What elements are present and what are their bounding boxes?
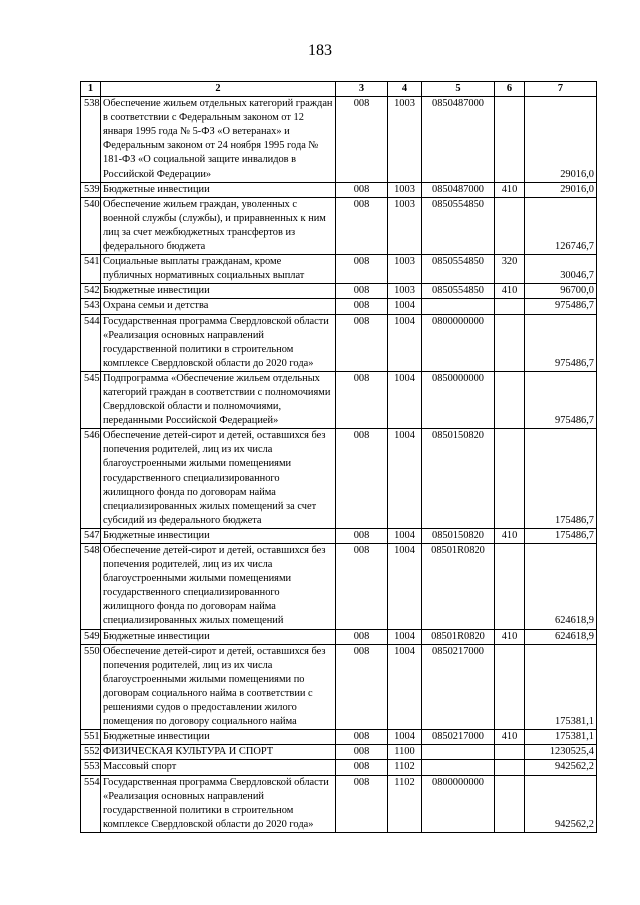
table-row: [81, 182, 597, 197]
row-number-cell: 544: [81, 314, 101, 371]
row-name-cell: Массовый спорт: [101, 760, 336, 775]
target-article-cell: [422, 760, 495, 775]
row-name-cell: Подпрограмма «Обеспечение жильем отдельных категорий граждан в соответствии с полномочиями Свердловской области и полномочиями, переданными Российской Федерацией»: [101, 371, 336, 428]
row-name-cell: Обеспечение жильем граждан, уволенных с военной службы (службы), и приравненных к ним лиц за счет межбюджетных трансфертов из федерального бюджета: [101, 197, 336, 254]
amount-cell: 1230525,4: [525, 745, 597, 760]
section-code-cell: 1004: [388, 544, 422, 630]
department-code-cell: 008: [336, 745, 388, 760]
table-row: [81, 644, 597, 730]
row-name-cell: Государственная программа Свердловской области «Реализация основных направлений государственной политики в строительном комплексе Свердловской области до 2020 года»: [101, 314, 336, 371]
row-number-cell: 546: [81, 429, 101, 529]
amount-cell: 975486,7: [525, 371, 597, 428]
section-code-cell: 1004: [388, 371, 422, 428]
row-number-cell: 548: [81, 544, 101, 630]
department-code-cell: 008: [336, 629, 388, 644]
row-number-cell: 545: [81, 371, 101, 428]
table-row: [81, 284, 597, 299]
table-row: [81, 760, 597, 775]
target-article-cell: 0850150820: [422, 429, 495, 529]
row-name-cell: Обеспечение детей-сирот и детей, оставшихся без попечения родителей, лиц из их числа благоустроенными жилыми помещениями государственного специализированного жилищного фонда по договорам найма специализированных жилых помещений: [101, 544, 336, 630]
row-name-cell: Бюджетные инвестиции: [101, 182, 336, 197]
target-article-cell: 0850217000: [422, 644, 495, 730]
expense-type-cell: [495, 644, 525, 730]
table-row: [81, 629, 597, 644]
section-code-cell: 1004: [388, 429, 422, 529]
department-code-cell: 008: [336, 775, 388, 832]
row-number-cell: 551: [81, 730, 101, 745]
target-article-cell: 0850554850: [422, 197, 495, 254]
row-number-cell: 538: [81, 97, 101, 183]
department-code-cell: 008: [336, 314, 388, 371]
department-code-cell: 008: [336, 544, 388, 630]
amount-cell: 624618,9: [525, 629, 597, 644]
table-row: [81, 775, 597, 832]
section-code-cell: 1003: [388, 255, 422, 284]
row-number-cell: 542: [81, 284, 101, 299]
column-header: 6: [495, 82, 525, 97]
section-code-cell: 1003: [388, 284, 422, 299]
column-header: 5: [422, 82, 495, 97]
amount-cell: 175381,1: [525, 644, 597, 730]
row-number-cell: 554: [81, 775, 101, 832]
amount-cell: 975486,7: [525, 314, 597, 371]
row-name-cell: Бюджетные инвестиции: [101, 528, 336, 543]
expense-type-cell: 410: [495, 528, 525, 543]
department-code-cell: 008: [336, 255, 388, 284]
table-row: [81, 97, 597, 183]
department-code-cell: 008: [336, 730, 388, 745]
amount-cell: 175486,7: [525, 528, 597, 543]
row-name-cell: Бюджетные инвестиции: [101, 730, 336, 745]
target-article-cell: 0850217000: [422, 730, 495, 745]
column-header: 1: [81, 82, 101, 97]
row-name-cell: Социальные выплаты гражданам, кроме публичных нормативных социальных выплат: [101, 255, 336, 284]
table-row: [81, 255, 597, 284]
expense-type-cell: [495, 371, 525, 428]
section-code-cell: 1004: [388, 299, 422, 314]
expense-type-cell: [495, 429, 525, 529]
table-row: [81, 544, 597, 630]
row-number-cell: 540: [81, 197, 101, 254]
row-number-cell: 541: [81, 255, 101, 284]
expense-type-cell: 410: [495, 182, 525, 197]
table-row: [81, 745, 597, 760]
expense-type-cell: 320: [495, 255, 525, 284]
expense-type-cell: 410: [495, 629, 525, 644]
department-code-cell: 008: [336, 284, 388, 299]
row-number-cell: 550: [81, 644, 101, 730]
section-code-cell: 1004: [388, 314, 422, 371]
amount-cell: 175486,7: [525, 429, 597, 529]
target-article-cell: [422, 745, 495, 760]
section-code-cell: 1102: [388, 775, 422, 832]
section-code-cell: 1004: [388, 629, 422, 644]
amount-cell: 942562,2: [525, 775, 597, 832]
expense-type-cell: [495, 97, 525, 183]
column-header: 2: [101, 82, 336, 97]
amount-cell: 624618,9: [525, 544, 597, 630]
section-code-cell: 1004: [388, 528, 422, 543]
target-article-cell: 0850000000: [422, 371, 495, 428]
target-article-cell: 08501R0820: [422, 629, 495, 644]
budget-table: [80, 81, 597, 833]
expense-type-cell: [495, 197, 525, 254]
expense-type-cell: 410: [495, 730, 525, 745]
expense-type-cell: [495, 745, 525, 760]
expense-type-cell: [495, 544, 525, 630]
amount-cell: 96700,0: [525, 284, 597, 299]
amount-cell: 942562,2: [525, 760, 597, 775]
section-code-cell: 1004: [388, 730, 422, 745]
section-code-cell: 1003: [388, 97, 422, 183]
amount-cell: 126746,7: [525, 197, 597, 254]
target-article-cell: 0800000000: [422, 314, 495, 371]
row-name-cell: Бюджетные инвестиции: [101, 284, 336, 299]
row-number-cell: 553: [81, 760, 101, 775]
expense-type-cell: [495, 760, 525, 775]
table-row: [81, 314, 597, 371]
target-article-cell: 0850487000: [422, 97, 495, 183]
amount-cell: 29016,0: [525, 97, 597, 183]
column-header: 3: [336, 82, 388, 97]
table-row: [81, 730, 597, 745]
target-article-cell: 0850487000: [422, 182, 495, 197]
column-header: 7: [525, 82, 597, 97]
department-code-cell: 008: [336, 371, 388, 428]
row-number-cell: 549: [81, 629, 101, 644]
row-number-cell: 552: [81, 745, 101, 760]
department-code-cell: 008: [336, 197, 388, 254]
table-header-row: [81, 82, 597, 97]
department-code-cell: 008: [336, 528, 388, 543]
row-name-cell: Обеспечение жильем отдельных категорий граждан в соответствии с Федеральным законом от 12 января 1995 года № 5-ФЗ «О ветеранах» и Федеральным законом от 24 ноября 1995 года № 181-ФЗ «О социальной защите инвалидов в Российской Федерации»: [101, 97, 336, 183]
target-article-cell: [422, 299, 495, 314]
section-code-cell: 1100: [388, 745, 422, 760]
section-code-cell: 1102: [388, 760, 422, 775]
department-code-cell: 008: [336, 429, 388, 529]
target-article-cell: 0850554850: [422, 255, 495, 284]
column-header: 4: [388, 82, 422, 97]
row-number-cell: 547: [81, 528, 101, 543]
page-number: 183: [308, 42, 332, 59]
expense-type-cell: [495, 775, 525, 832]
table-row: [81, 429, 597, 529]
amount-cell: 30046,7: [525, 255, 597, 284]
amount-cell: 29016,0: [525, 182, 597, 197]
section-code-cell: 1003: [388, 182, 422, 197]
amount-cell: 975486,7: [525, 299, 597, 314]
table-row: [81, 299, 597, 314]
department-code-cell: 008: [336, 299, 388, 314]
row-number-cell: 539: [81, 182, 101, 197]
department-code-cell: 008: [336, 97, 388, 183]
row-name-cell: Государственная программа Свердловской области «Реализация основных направлений государственной политики в строительном комплексе Свердловской области до 2020 года»: [101, 775, 336, 832]
table-row: [81, 371, 597, 428]
row-name-cell: Обеспечение детей-сирот и детей, оставшихся без попечения родителей, лиц из их числа благоустроенными жилыми помещениями государственного специализированного жилищного фонда по договорам найма специализированных жилых помещений за счет субсидий из федерального бюджета: [101, 429, 336, 529]
department-code-cell: 008: [336, 760, 388, 775]
target-article-cell: 08501R0820: [422, 544, 495, 630]
department-code-cell: 008: [336, 644, 388, 730]
table-row: [81, 197, 597, 254]
department-code-cell: 008: [336, 182, 388, 197]
table-row: [81, 528, 597, 543]
section-code-cell: 1003: [388, 197, 422, 254]
target-article-cell: 0850554850: [422, 284, 495, 299]
section-code-cell: 1004: [388, 644, 422, 730]
row-name-cell: Обеспечение детей-сирот и детей, оставшихся без попечения родителей, лиц из их числа благоустроенными жилыми помещениями по договорам социального найма в соответствии с решениями судов о предоставлении жилого помещения по договору социального найма: [101, 644, 336, 730]
expense-type-cell: 410: [495, 284, 525, 299]
target-article-cell: 0800000000: [422, 775, 495, 832]
expense-type-cell: [495, 314, 525, 371]
row-name-cell: Охрана семьи и детства: [101, 299, 336, 314]
row-name-cell: Бюджетные инвестиции: [101, 629, 336, 644]
row-number-cell: 543: [81, 299, 101, 314]
expense-type-cell: [495, 299, 525, 314]
target-article-cell: 0850150820: [422, 528, 495, 543]
row-name-cell: ФИЗИЧЕСКАЯ КУЛЬТУРА И СПОРТ: [101, 745, 336, 760]
amount-cell: 175381,1: [525, 730, 597, 745]
